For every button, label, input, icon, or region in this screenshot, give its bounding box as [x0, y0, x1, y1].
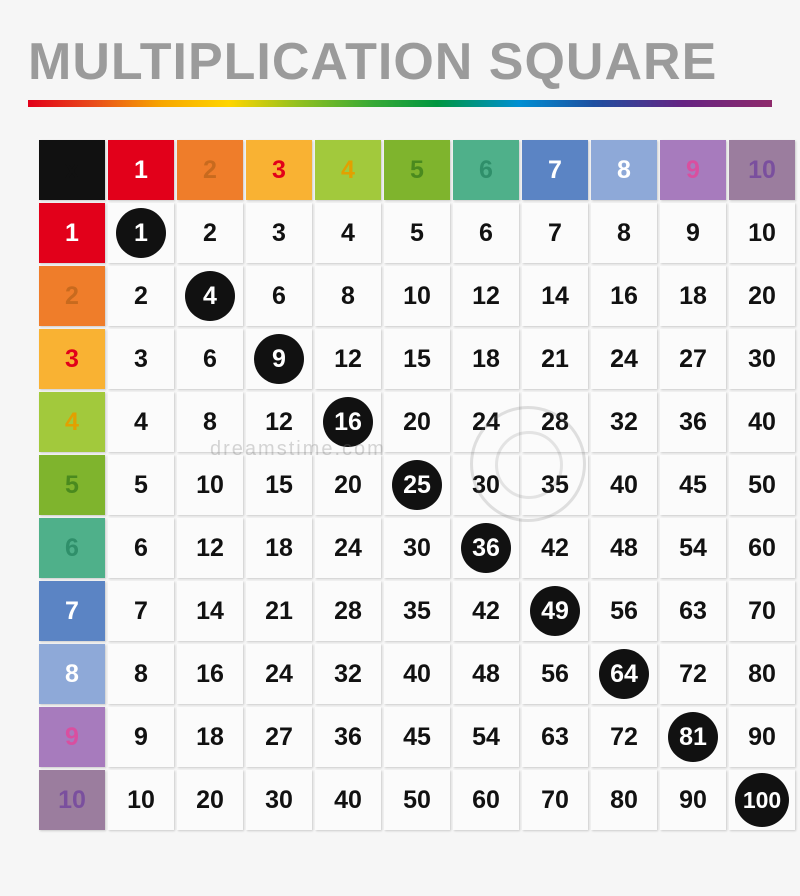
cell-5x1: 5 — [108, 455, 174, 515]
cell-5x8: 40 — [591, 455, 657, 515]
table-row — [39, 266, 795, 326]
cell-7x6: 42 — [453, 581, 519, 641]
cell-4x5: 20 — [384, 392, 450, 452]
table-body — [39, 140, 795, 830]
cell-1x7: 7 — [522, 203, 588, 263]
square-highlight-36: 36 — [461, 523, 511, 573]
cell-2x7: 14 — [522, 266, 588, 326]
row-header-10: 10 — [39, 770, 105, 830]
cell-9x5: 45 — [384, 707, 450, 767]
square-highlight-64: 64 — [599, 649, 649, 699]
cell-5x5 — [384, 455, 450, 515]
cell-7x2: 14 — [177, 581, 243, 641]
cell-6x3: 18 — [246, 518, 312, 578]
cell-6x2: 12 — [177, 518, 243, 578]
square-highlight-100: 100 — [735, 773, 789, 827]
cell-3x3 — [246, 329, 312, 389]
table-row — [39, 581, 795, 641]
cell-10x10 — [729, 770, 795, 830]
cell-7x3: 21 — [246, 581, 312, 641]
square-highlight-16: 16 — [323, 397, 373, 447]
column-header-4: 4 — [315, 140, 381, 200]
cell-2x8: 16 — [591, 266, 657, 326]
column-header-6: 6 — [453, 140, 519, 200]
table-corner-cell: x — [39, 140, 105, 200]
cell-9x7: 63 — [522, 707, 588, 767]
multiplication-table-wrapper — [36, 137, 782, 833]
cell-10x1: 10 — [108, 770, 174, 830]
cell-5x2: 10 — [177, 455, 243, 515]
cell-8x5: 40 — [384, 644, 450, 704]
cell-4x10: 40 — [729, 392, 795, 452]
cell-8x7: 56 — [522, 644, 588, 704]
column-header-8: 8 — [591, 140, 657, 200]
cell-5x10: 50 — [729, 455, 795, 515]
cell-2x3: 6 — [246, 266, 312, 326]
cell-3x4: 12 — [315, 329, 381, 389]
cell-8x2: 16 — [177, 644, 243, 704]
row-header-3: 3 — [39, 329, 105, 389]
cell-3x1: 3 — [108, 329, 174, 389]
cell-10x9: 90 — [660, 770, 726, 830]
square-highlight-49: 49 — [530, 586, 580, 636]
cell-9x6: 54 — [453, 707, 519, 767]
cell-1x5: 5 — [384, 203, 450, 263]
cell-4x2: 8 — [177, 392, 243, 452]
cell-4x9: 36 — [660, 392, 726, 452]
cell-6x8: 48 — [591, 518, 657, 578]
column-header-3: 3 — [246, 140, 312, 200]
cell-9x8: 72 — [591, 707, 657, 767]
row-header-2: 2 — [39, 266, 105, 326]
page-title: MULTIPLICATION SQUARE — [28, 33, 718, 91]
cell-4x6: 24 — [453, 392, 519, 452]
cell-6x4: 24 — [315, 518, 381, 578]
cell-6x7: 42 — [522, 518, 588, 578]
cell-7x8: 56 — [591, 581, 657, 641]
cell-1x2: 2 — [177, 203, 243, 263]
cell-5x9: 45 — [660, 455, 726, 515]
cell-8x8 — [591, 644, 657, 704]
cell-8x9: 72 — [660, 644, 726, 704]
table-row — [39, 203, 795, 263]
cell-8x1: 8 — [108, 644, 174, 704]
column-header-2: 2 — [177, 140, 243, 200]
cell-3x8: 24 — [591, 329, 657, 389]
cell-10x3: 30 — [246, 770, 312, 830]
rainbow-divider — [28, 100, 772, 107]
cell-9x3: 27 — [246, 707, 312, 767]
cell-2x10: 20 — [729, 266, 795, 326]
cell-4x1: 4 — [108, 392, 174, 452]
table-row — [39, 518, 795, 578]
column-header-5: 5 — [384, 140, 450, 200]
cell-1x1 — [108, 203, 174, 263]
cell-9x10: 90 — [729, 707, 795, 767]
square-highlight-25: 25 — [392, 460, 442, 510]
cell-1x8: 8 — [591, 203, 657, 263]
cell-1x4: 4 — [315, 203, 381, 263]
square-highlight-81: 81 — [668, 712, 718, 762]
cell-8x4: 32 — [315, 644, 381, 704]
row-header-4: 4 — [39, 392, 105, 452]
cell-4x4 — [315, 392, 381, 452]
cell-10x2: 20 — [177, 770, 243, 830]
cell-10x6: 60 — [453, 770, 519, 830]
cell-7x4: 28 — [315, 581, 381, 641]
cell-5x4: 20 — [315, 455, 381, 515]
cell-3x10: 30 — [729, 329, 795, 389]
table-row — [39, 644, 795, 704]
cell-1x9: 9 — [660, 203, 726, 263]
cell-2x5: 10 — [384, 266, 450, 326]
cell-6x9: 54 — [660, 518, 726, 578]
cell-1x10: 10 — [729, 203, 795, 263]
table-row — [39, 707, 795, 767]
table-row — [39, 455, 795, 515]
column-header-7: 7 — [522, 140, 588, 200]
cell-7x7 — [522, 581, 588, 641]
cell-6x1: 6 — [108, 518, 174, 578]
cell-3x5: 15 — [384, 329, 450, 389]
cell-6x10: 60 — [729, 518, 795, 578]
square-highlight-9: 9 — [254, 334, 304, 384]
square-highlight-4: 4 — [185, 271, 235, 321]
cell-7x1: 7 — [108, 581, 174, 641]
cell-2x6: 12 — [453, 266, 519, 326]
row-header-7: 7 — [39, 581, 105, 641]
cell-5x3: 15 — [246, 455, 312, 515]
cell-7x10: 70 — [729, 581, 795, 641]
cell-7x5: 35 — [384, 581, 450, 641]
cell-10x4: 40 — [315, 770, 381, 830]
row-header-6: 6 — [39, 518, 105, 578]
cell-3x7: 21 — [522, 329, 588, 389]
cell-9x9 — [660, 707, 726, 767]
cell-2x2 — [177, 266, 243, 326]
row-header-5: 5 — [39, 455, 105, 515]
cell-1x3: 3 — [246, 203, 312, 263]
cell-9x2: 18 — [177, 707, 243, 767]
row-header-9: 9 — [39, 707, 105, 767]
cell-10x8: 80 — [591, 770, 657, 830]
cell-4x8: 32 — [591, 392, 657, 452]
cell-2x4: 8 — [315, 266, 381, 326]
cell-10x7: 70 — [522, 770, 588, 830]
cell-2x9: 18 — [660, 266, 726, 326]
cell-8x10: 80 — [729, 644, 795, 704]
row-header-8: 8 — [39, 644, 105, 704]
cell-6x5: 30 — [384, 518, 450, 578]
table-header-row — [39, 140, 795, 200]
cell-7x9: 63 — [660, 581, 726, 641]
watermark-text: dreamstime.com — [210, 438, 386, 460]
table-row — [39, 770, 795, 830]
cell-5x7: 35 — [522, 455, 588, 515]
cell-4x3: 12 — [246, 392, 312, 452]
multiplication-table — [36, 137, 798, 833]
cell-1x6: 6 — [453, 203, 519, 263]
row-header-1: 1 — [39, 203, 105, 263]
cell-8x6: 48 — [453, 644, 519, 704]
cell-2x1: 2 — [108, 266, 174, 326]
cell-3x6: 18 — [453, 329, 519, 389]
column-header-1: 1 — [108, 140, 174, 200]
cell-3x9: 27 — [660, 329, 726, 389]
table-row — [39, 329, 795, 389]
square-highlight-1: 1 — [116, 208, 166, 258]
table-row — [39, 392, 795, 452]
cell-4x7: 28 — [522, 392, 588, 452]
column-header-10: 10 — [729, 140, 795, 200]
cell-9x4: 36 — [315, 707, 381, 767]
cell-6x6 — [453, 518, 519, 578]
column-header-9: 9 — [660, 140, 726, 200]
cell-10x5: 50 — [384, 770, 450, 830]
cell-9x1: 9 — [108, 707, 174, 767]
cell-5x6: 30 — [453, 455, 519, 515]
cell-8x3: 24 — [246, 644, 312, 704]
cell-3x2: 6 — [177, 329, 243, 389]
